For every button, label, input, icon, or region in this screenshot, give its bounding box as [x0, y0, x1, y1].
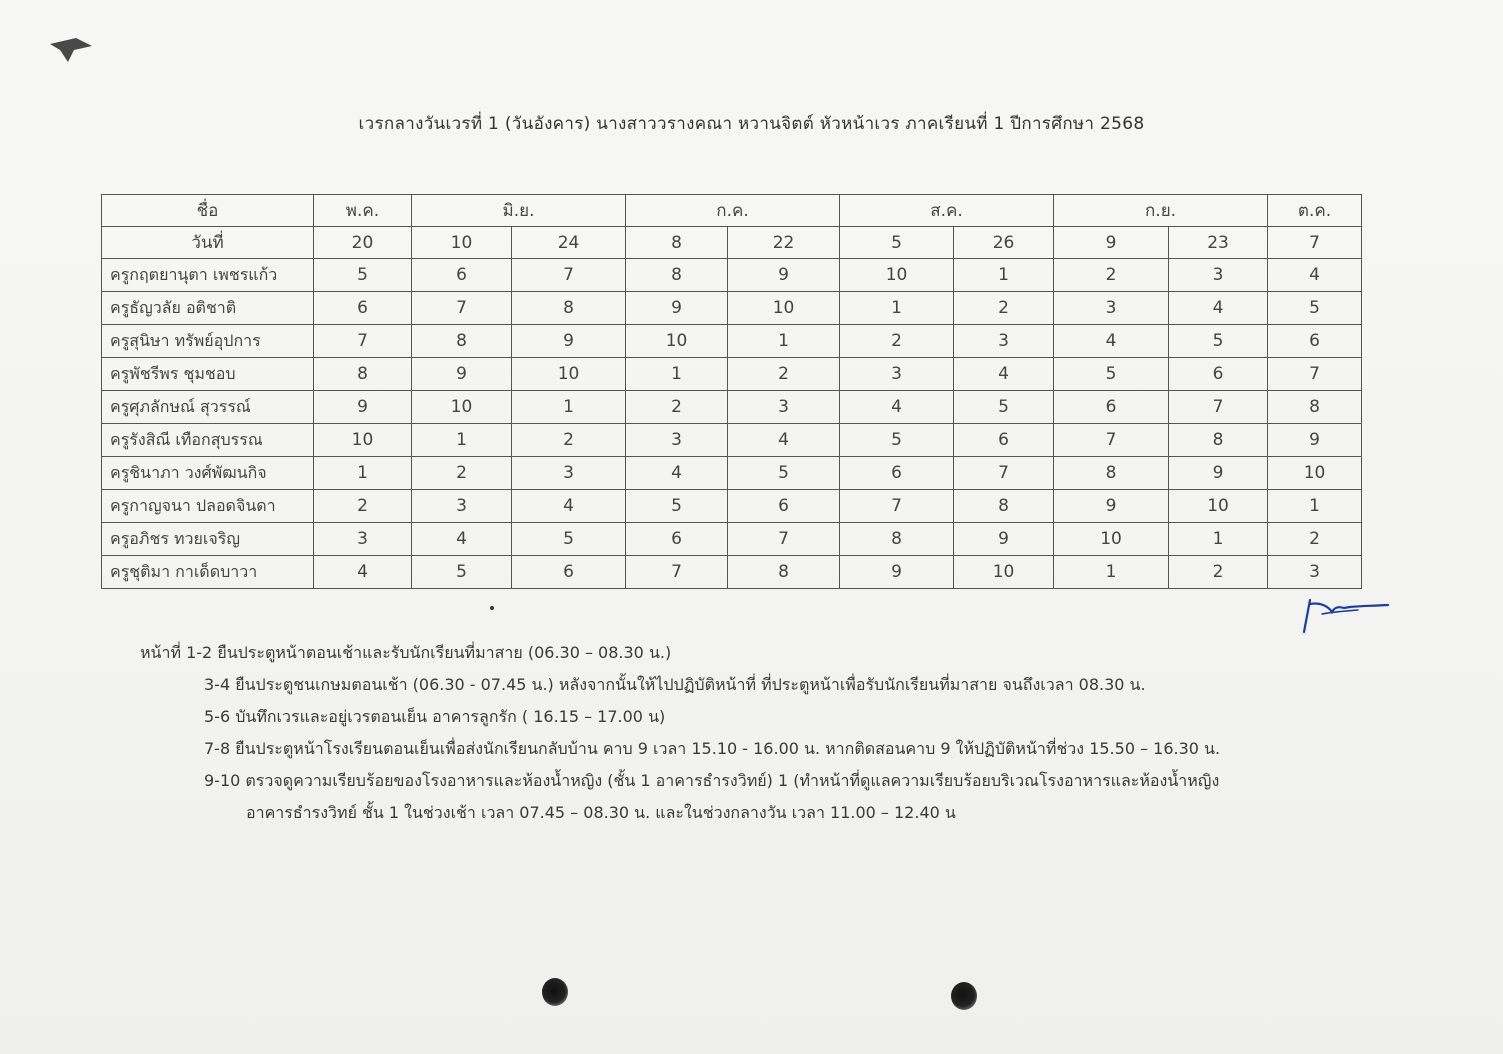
- note-duty-5-6: 5-6 บันทึกเวรและอยู่เวรตอนเย็น อาคารลูกรัก ( 16.15 – 17.00 น): [204, 707, 666, 726]
- duty-number-cell: 2: [954, 292, 1054, 325]
- duty-number-cell: 6: [1054, 391, 1169, 424]
- duty-number-cell: 5: [1054, 358, 1169, 391]
- duty-number-cell: 8: [840, 523, 954, 556]
- day-header: 24: [512, 227, 626, 259]
- duty-number-cell: 6: [840, 457, 954, 490]
- duty-number-cell: 4: [728, 424, 840, 457]
- duty-number-cell: 4: [1268, 259, 1362, 292]
- month-header: มิ.ย.: [412, 195, 626, 227]
- duty-number-cell: 9: [512, 325, 626, 358]
- duty-number-cell: 8: [512, 292, 626, 325]
- duty-number-cell: 1: [954, 259, 1054, 292]
- duty-number-cell: 7: [626, 556, 728, 589]
- day-header: 5: [840, 227, 954, 259]
- duty-number-cell: 4: [954, 358, 1054, 391]
- duty-number-cell: 4: [412, 523, 512, 556]
- duty-number-cell: 9: [1169, 457, 1268, 490]
- duty-number-cell: 3: [954, 325, 1054, 358]
- duty-number-cell: 8: [728, 556, 840, 589]
- duty-number-cell: 7: [840, 490, 954, 523]
- duty-number-cell: 1: [626, 358, 728, 391]
- signature: [1298, 592, 1393, 637]
- month-header: ส.ค.: [840, 195, 1054, 227]
- teacher-name: ครูธัญวลัย อติชาติ: [102, 292, 314, 325]
- page-title: เวรกลางวันเวรที่ 1 (วันอังคาร) นางสาววรางคณา หวานจิตต์ หัวหน้าเวร ภาคเรียนที่ 1 ปีการศึกษา 2568: [358, 114, 1145, 134]
- duty-number-cell: 3: [626, 424, 728, 457]
- table-row: [102, 325, 1362, 358]
- duty-number-cell: 10: [626, 325, 728, 358]
- duty-number-cell: 1: [1268, 490, 1362, 523]
- duty-number-cell: 2: [314, 490, 412, 523]
- day-header: 7: [1268, 227, 1362, 259]
- duty-number-cell: 6: [412, 259, 512, 292]
- duty-number-cell: 6: [314, 292, 412, 325]
- note-duty-9-10: 9-10 ตรวจดูความเรียบร้อยของโรงอาหารและห้องน้ำหญิง (ชั้น 1 อาคารธำรงวิทย์) 1 (ทำหน้าที่ดูแลความเรียบร้อยบริเวณโรงอาหารและห้องน้ำหญิง: [204, 771, 1220, 790]
- duty-number-cell: 7: [728, 523, 840, 556]
- name-column-header: ชื่อ: [102, 195, 314, 227]
- duty-number-cell: 2: [412, 457, 512, 490]
- duty-number-cell: 2: [626, 391, 728, 424]
- duty-number-cell: 3: [314, 523, 412, 556]
- table-row: [102, 424, 1362, 457]
- duty-number-cell: 6: [1169, 358, 1268, 391]
- table-row: [102, 523, 1362, 556]
- duty-number-cell: 10: [728, 292, 840, 325]
- day-header: 22: [728, 227, 840, 259]
- duty-number-cell: 5: [412, 556, 512, 589]
- duty-number-cell: 2: [1268, 523, 1362, 556]
- duty-number-cell: 3: [1268, 556, 1362, 589]
- month-header: ต.ค.: [1268, 195, 1362, 227]
- duty-number-cell: 7: [1169, 391, 1268, 424]
- note-duty-1-2: หน้าที่ 1-2 ยืนประตูหน้าตอนเช้าและรับนักเรียนที่มาสาย (06.30 – 08.30 น.): [140, 643, 672, 662]
- duty-number-cell: 5: [954, 391, 1054, 424]
- duty-number-cell: 5: [314, 259, 412, 292]
- table-row: [102, 292, 1362, 325]
- table-row: [102, 556, 1362, 589]
- teacher-name: ครูชุติมา กาเด็ดบาวา: [102, 556, 314, 589]
- teacher-name: ครูศุภลักษณ์ สุวรรณ์: [102, 391, 314, 424]
- duty-number-cell: 9: [840, 556, 954, 589]
- teacher-name: ครูพัชรีพร ชุมชอบ: [102, 358, 314, 391]
- duty-number-cell: 1: [840, 292, 954, 325]
- duty-number-cell: 5: [728, 457, 840, 490]
- duty-roster-table: [101, 194, 1362, 589]
- duty-number-cell: 9: [626, 292, 728, 325]
- duty-number-cell: 10: [954, 556, 1054, 589]
- duty-number-cell: 2: [840, 325, 954, 358]
- duty-number-cell: 6: [954, 424, 1054, 457]
- teacher-name: ครูชินาภา วงศ์พัฒนกิจ: [102, 457, 314, 490]
- duty-number-cell: 5: [840, 424, 954, 457]
- duty-number-cell: 10: [314, 424, 412, 457]
- duty-number-cell: 3: [1169, 259, 1268, 292]
- duty-number-cell: 8: [1268, 391, 1362, 424]
- duty-number-cell: 1: [512, 391, 626, 424]
- note-duty-3-4: 3-4 ยืนประตูชนเกษมตอนเช้า (06.30 - 07.45 น.) หลังจากนั้นให้ไปปฏิบัติหน้าที่ ที่ประตูหน้าเพื่อรับนักเรียนที่มาสาย จนถึงเวลา 08.30 น.: [204, 675, 1146, 694]
- duty-number-cell: 7: [314, 325, 412, 358]
- duty-number-cell: 9: [728, 259, 840, 292]
- duty-number-cell: 9: [1054, 490, 1169, 523]
- day-header: 9: [1054, 227, 1169, 259]
- table-row: [102, 358, 1362, 391]
- duty-notes: [140, 637, 1460, 829]
- duty-number-cell: 8: [314, 358, 412, 391]
- note-duty-7-8: 7-8 ยืนประตูหน้าโรงเรียนตอนเย็นเพื่อส่งนักเรียนกลับบ้าน คาบ 9 เวลา 15.10 - 16.00 น. หากติดสอนคาบ 9 ให้ปฏิบัติหน้าที่ช่วง 15.50 – 16.30 น.: [204, 739, 1221, 758]
- month-header: ก.ค.: [626, 195, 840, 227]
- duty-number-cell: 7: [954, 457, 1054, 490]
- duty-number-cell: 9: [1268, 424, 1362, 457]
- duty-number-cell: 5: [512, 523, 626, 556]
- teacher-name: ครูสุนิษา ทรัพย์อุปการ: [102, 325, 314, 358]
- table-row: [102, 490, 1362, 523]
- duty-number-cell: 8: [1169, 424, 1268, 457]
- table-row: [102, 391, 1362, 424]
- duty-number-cell: 4: [1169, 292, 1268, 325]
- duty-number-cell: 1: [412, 424, 512, 457]
- month-header: พ.ค.: [314, 195, 412, 227]
- punch-hole-left: [542, 978, 568, 1006]
- note-duty-9-10-continued: อาคารธำรงวิทย์ ชั้น 1 ในช่วงเช้า เวลา 07.45 – 08.30 น. และในช่วงกลางวัน เวลา 11.00 – 12.40 น: [246, 803, 956, 822]
- duty-number-cell: 3: [412, 490, 512, 523]
- day-header-row: [102, 227, 1362, 259]
- duty-number-cell: 2: [1169, 556, 1268, 589]
- duty-number-cell: 10: [1268, 457, 1362, 490]
- teacher-name: ครูอภิชร ทวยเจริญ: [102, 523, 314, 556]
- duty-number-cell: 7: [1054, 424, 1169, 457]
- duty-number-cell: 2: [512, 424, 626, 457]
- punch-hole-right: [951, 982, 977, 1010]
- duty-number-cell: 1: [314, 457, 412, 490]
- duty-number-cell: 8: [954, 490, 1054, 523]
- duty-number-cell: 1: [728, 325, 840, 358]
- duty-number-cell: 1: [1054, 556, 1169, 589]
- duty-number-cell: 9: [954, 523, 1054, 556]
- duty-number-cell: 2: [728, 358, 840, 391]
- duty-number-cell: 8: [626, 259, 728, 292]
- duty-number-cell: 8: [412, 325, 512, 358]
- duty-number-cell: 6: [1268, 325, 1362, 358]
- duty-number-cell: 9: [314, 391, 412, 424]
- duty-number-cell: 10: [1054, 523, 1169, 556]
- duty-number-cell: 3: [728, 391, 840, 424]
- duty-number-cell: 2: [1054, 259, 1169, 292]
- stray-dot: [490, 606, 494, 610]
- day-header: 8: [626, 227, 728, 259]
- day-header: 10: [412, 227, 512, 259]
- ink-smudge: [46, 32, 96, 66]
- duty-number-cell: 5: [626, 490, 728, 523]
- duty-number-cell: 7: [512, 259, 626, 292]
- roster-body: [102, 259, 1362, 589]
- teacher-name: ครูกฤตยานุตา เพชรแก้ว: [102, 259, 314, 292]
- table-row: [102, 457, 1362, 490]
- table-row: [102, 259, 1362, 292]
- duty-number-cell: 4: [840, 391, 954, 424]
- teacher-name: ครูรังสิณี เทือกสุบรรณ: [102, 424, 314, 457]
- duty-number-cell: 10: [840, 259, 954, 292]
- day-header: 20: [314, 227, 412, 259]
- day-header: 23: [1169, 227, 1268, 259]
- duty-number-cell: 4: [626, 457, 728, 490]
- duty-number-cell: 10: [512, 358, 626, 391]
- duty-number-cell: 8: [1054, 457, 1169, 490]
- duty-number-cell: 10: [1169, 490, 1268, 523]
- duty-number-cell: 6: [626, 523, 728, 556]
- duty-number-cell: 7: [1268, 358, 1362, 391]
- duty-number-cell: 3: [840, 358, 954, 391]
- duty-number-cell: 4: [512, 490, 626, 523]
- day-column-header: วันที่: [102, 227, 314, 259]
- duty-number-cell: 3: [1054, 292, 1169, 325]
- duty-number-cell: 3: [512, 457, 626, 490]
- duty-number-cell: 9: [412, 358, 512, 391]
- duty-number-cell: 4: [1054, 325, 1169, 358]
- duty-number-cell: 5: [1169, 325, 1268, 358]
- duty-number-cell: 5: [1268, 292, 1362, 325]
- duty-number-cell: 6: [728, 490, 840, 523]
- duty-number-cell: 10: [412, 391, 512, 424]
- duty-number-cell: 7: [412, 292, 512, 325]
- month-header: ก.ย.: [1054, 195, 1268, 227]
- teacher-name: ครูกาญจนา ปลอดจินดา: [102, 490, 314, 523]
- duty-number-cell: 6: [512, 556, 626, 589]
- duty-number-cell: 1: [1169, 523, 1268, 556]
- duty-number-cell: 4: [314, 556, 412, 589]
- day-header: 26: [954, 227, 1054, 259]
- month-header-row: [102, 195, 1362, 227]
